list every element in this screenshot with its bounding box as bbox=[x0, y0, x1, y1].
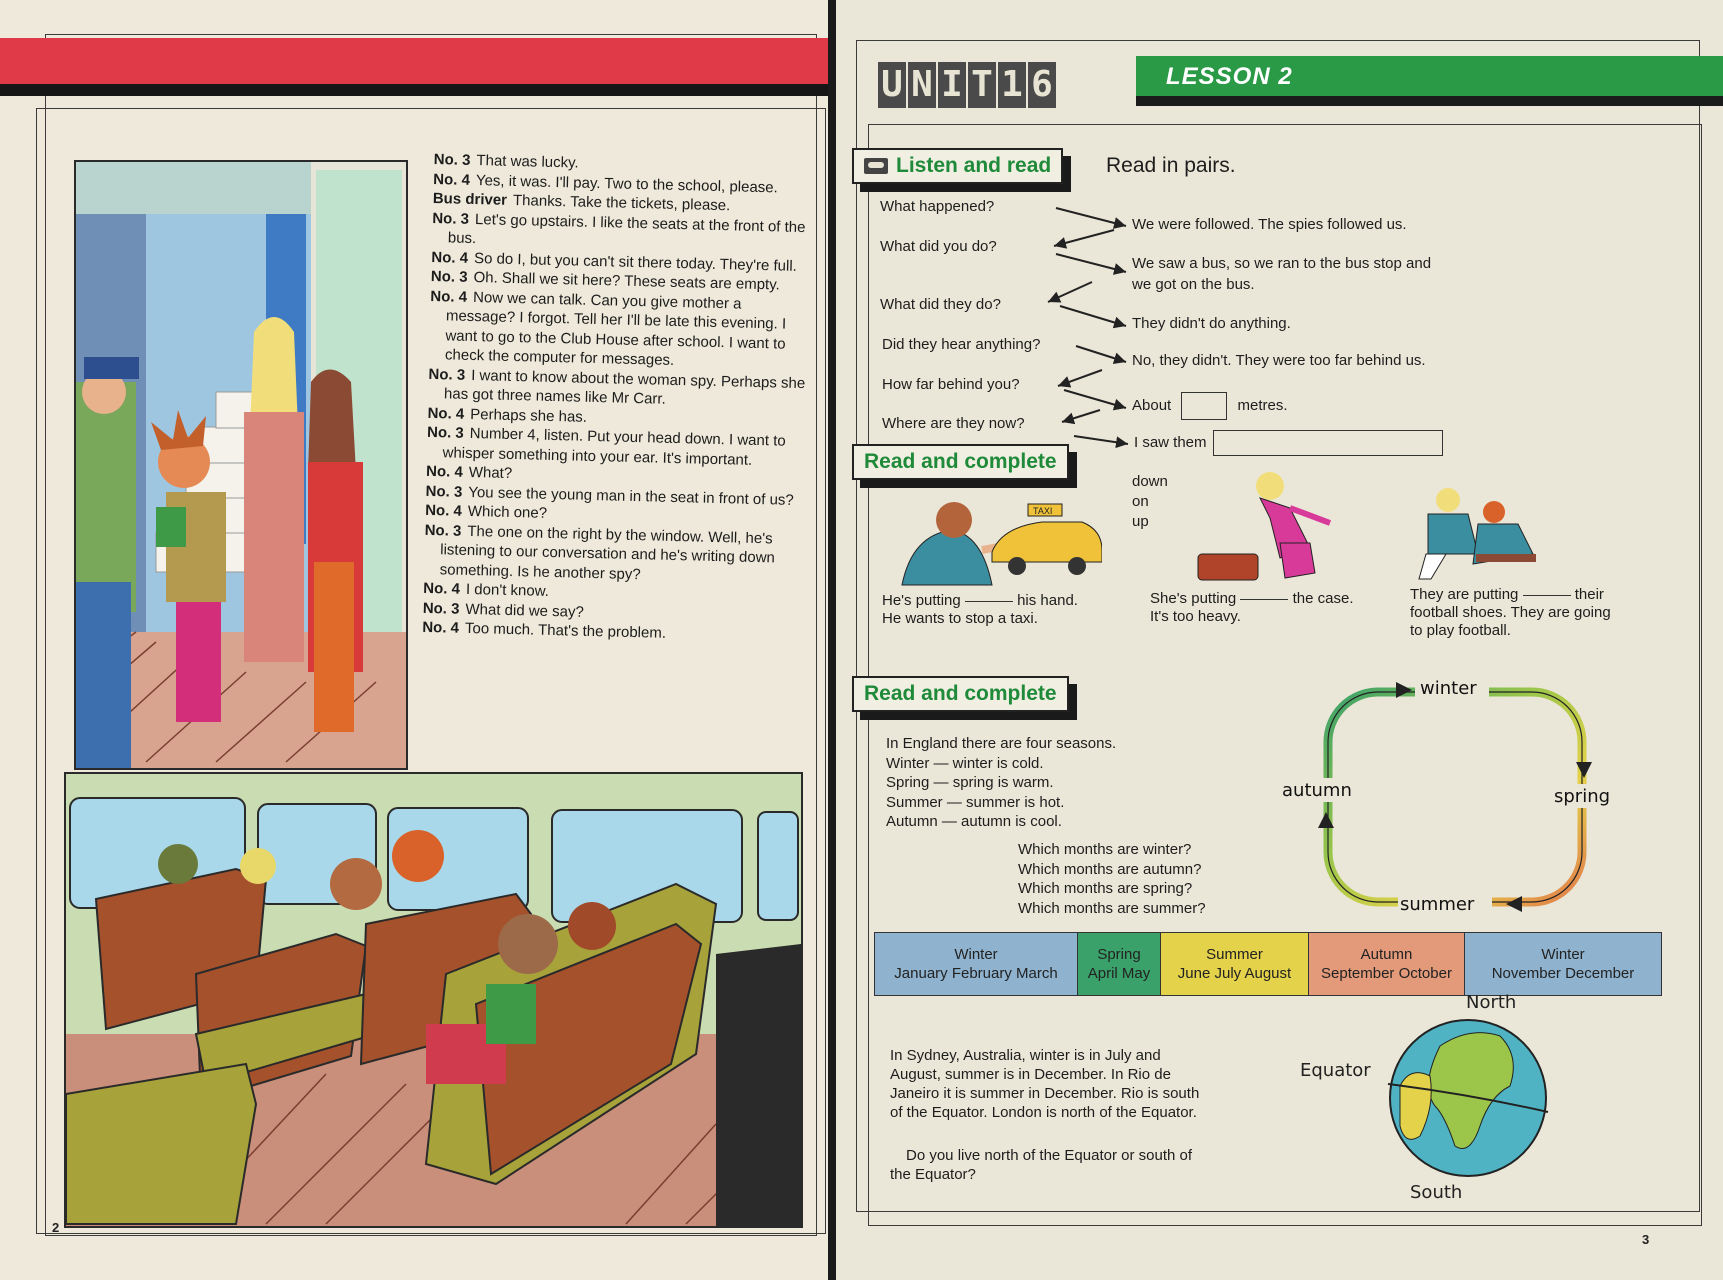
caption-part: his hand. bbox=[1017, 592, 1078, 609]
cell-months: June July August bbox=[1177, 965, 1292, 982]
unit-number: 1 bbox=[998, 62, 1026, 108]
taxi-illustration bbox=[892, 490, 1102, 590]
speaker: No. 4 bbox=[427, 404, 465, 423]
read-and-complete-heading-2: Read and complete bbox=[852, 676, 1069, 712]
line-text: I want to know about the woman spy. Perhaps she has got three names like Mr Carr. bbox=[443, 366, 806, 408]
cell-season: Summer bbox=[1206, 946, 1263, 963]
bus-dialogue bbox=[422, 150, 814, 647]
answer: They didn't do anything. bbox=[1132, 315, 1291, 332]
season-cycle-diagram bbox=[1270, 674, 1640, 924]
caption-case bbox=[1150, 590, 1353, 626]
lesson-band bbox=[1136, 56, 1723, 96]
cell-season: Spring bbox=[1097, 946, 1141, 963]
dialogue-line bbox=[424, 520, 805, 588]
speaker: No. 3 bbox=[432, 209, 470, 228]
bus-seats-illustration bbox=[64, 772, 803, 1228]
heading-text: Listen and read bbox=[896, 154, 1052, 177]
black-header-band bbox=[0, 84, 828, 96]
globe-north: North bbox=[1466, 992, 1517, 1013]
word-option: down bbox=[1132, 473, 1168, 490]
line-text: Which one? bbox=[467, 502, 548, 522]
globe-diagram bbox=[1290, 986, 1570, 1206]
question: What did you do? bbox=[880, 238, 997, 255]
question: What did they do? bbox=[880, 296, 1001, 313]
answer-prefix: About bbox=[1132, 396, 1172, 414]
months-question: Which months are winter? bbox=[1018, 841, 1192, 858]
question: Where are they now? bbox=[882, 415, 1025, 432]
cycle-autumn: autumn bbox=[1282, 780, 1352, 801]
unit-letter: T bbox=[968, 62, 996, 108]
matching-arrows bbox=[1040, 200, 1140, 450]
sydney-paragraph bbox=[890, 1046, 1199, 1122]
caption-part: He's putting bbox=[882, 592, 961, 609]
answer: we got on the bus. bbox=[1132, 276, 1255, 293]
unit-number: 6 bbox=[1028, 62, 1056, 108]
speaker: No. 4 bbox=[424, 501, 463, 520]
speaker: No. 3 bbox=[430, 267, 468, 286]
line-text: Number 4, listen. Put your head down. I want to whisper something into your ear. It's important. bbox=[442, 424, 786, 469]
red-header-band bbox=[0, 38, 828, 84]
seasons-intro bbox=[886, 734, 1116, 832]
cell-season: Winter bbox=[1541, 946, 1585, 963]
speaker: No. 3 bbox=[422, 599, 460, 618]
line-text: Let's go upstairs. I like the seats at the front of the bus. bbox=[447, 210, 806, 248]
word-choices bbox=[1132, 472, 1168, 532]
paragraph-line: August, summer is in December. In Rio de bbox=[890, 1066, 1171, 1083]
equator-question bbox=[890, 1146, 1192, 1184]
read-and-complete-heading-1: Read and complete bbox=[852, 444, 1069, 480]
table-cell-summer bbox=[1161, 933, 1309, 995]
speaker: No. 4 bbox=[433, 170, 471, 189]
cell-months: January February March bbox=[894, 965, 1058, 982]
speaker: Bus driver bbox=[432, 189, 508, 209]
distance-blank[interactable] bbox=[1181, 392, 1227, 420]
speaker: No. 4 bbox=[431, 248, 469, 267]
line-text: The one on the right by the window. Well, he's listening to our conversation and he's writing down something. Is he another spy? bbox=[439, 522, 776, 583]
paragraph-line: In Sydney, Australia, winter is in July and bbox=[890, 1047, 1161, 1064]
dialogue-line bbox=[429, 286, 811, 373]
unit-letter: I bbox=[938, 62, 966, 108]
saw-them-blank[interactable] bbox=[1213, 430, 1443, 456]
page-number-right: 3 bbox=[1642, 1232, 1650, 1247]
cell-season: Autumn bbox=[1360, 946, 1413, 963]
blank-case[interactable] bbox=[1240, 599, 1288, 600]
case-illustration bbox=[1190, 468, 1370, 584]
football-shoes-illustration bbox=[1386, 484, 1546, 584]
bus-entrance-illustration bbox=[74, 160, 408, 770]
months-question: Which months are summer? bbox=[1018, 899, 1206, 917]
caption-part: It's too heavy. bbox=[1150, 608, 1241, 625]
question: What happened? bbox=[880, 198, 995, 215]
line-text: Now we can talk. Can you give mother a message? I forgot. Tell her I'll be late this evening. I want to go to the Club House after school. I want to check the computer for messages. bbox=[444, 288, 787, 369]
read-in-pairs-instruction: Read in pairs. bbox=[1106, 154, 1236, 177]
intro-line: Autumn — autumn is cool. bbox=[886, 813, 1062, 830]
cycle-spring: spring bbox=[1554, 786, 1611, 807]
caption-part: to play football. bbox=[1410, 622, 1511, 639]
line-text: Too much. That's the problem. bbox=[464, 619, 667, 642]
listen-and-read-heading bbox=[852, 148, 1063, 184]
answer: We saw a bus, so we ran to the bus stop and bbox=[1132, 255, 1432, 272]
globe-south: South bbox=[1410, 1182, 1463, 1203]
caption-part: She's putting bbox=[1150, 590, 1237, 607]
table-cell-spring bbox=[1078, 933, 1161, 995]
question: Did they hear anything? bbox=[882, 336, 1041, 353]
line-text: So do I, but you can't sit there today. They're full. bbox=[473, 249, 798, 275]
unit-letter: N bbox=[908, 62, 936, 108]
question-line: Do you live north of the Equator or south of bbox=[906, 1147, 1193, 1164]
answer-suffix: metres. bbox=[1237, 396, 1288, 414]
unit-letter: U bbox=[878, 62, 906, 108]
blank-taxi[interactable] bbox=[965, 601, 1013, 602]
caption-part: They are putting bbox=[1410, 586, 1519, 603]
question: How far behind you? bbox=[882, 376, 1020, 393]
cell-season: Winter bbox=[954, 946, 998, 963]
intro-line: Spring — spring is warm. bbox=[886, 774, 1054, 791]
answer: No, they didn't. They were too far behind us. bbox=[1132, 352, 1426, 369]
cycle-winter: winter bbox=[1420, 678, 1477, 699]
line-text: What did we say? bbox=[465, 600, 585, 621]
caption-part: football shoes. They are going bbox=[1410, 604, 1611, 621]
line-text: What? bbox=[468, 463, 513, 483]
lesson-band-shadow bbox=[1136, 96, 1723, 106]
speaker: No. 4 bbox=[430, 287, 468, 306]
word-option: on bbox=[1132, 493, 1149, 510]
speaker: No. 3 bbox=[424, 521, 462, 540]
speaker: No. 4 bbox=[422, 618, 460, 637]
speaker: No. 3 bbox=[433, 150, 471, 169]
globe-equator: Equator bbox=[1300, 1060, 1371, 1081]
intro-line: In England there are four seasons. bbox=[886, 735, 1117, 752]
caption-part: He wants to stop a taxi. bbox=[882, 610, 1038, 627]
answer-prefix: I saw them bbox=[1134, 433, 1207, 451]
months-question: Which months are autumn? bbox=[1018, 860, 1202, 878]
intro-line: Summer — summer is hot. bbox=[886, 793, 1065, 811]
speaker: No. 3 bbox=[426, 423, 464, 442]
line-text: Perhaps she has. bbox=[470, 405, 588, 426]
intro-line: Winter — winter is cold. bbox=[886, 754, 1044, 772]
caption-part: their bbox=[1574, 586, 1604, 603]
cell-months: April May bbox=[1087, 965, 1151, 982]
blank-shoes[interactable] bbox=[1523, 595, 1571, 596]
bus-seats-drawing bbox=[66, 774, 801, 1226]
caption-part: the case. bbox=[1292, 590, 1354, 607]
months-question: Which months are spring? bbox=[1018, 880, 1193, 897]
answer-saw-them bbox=[1134, 430, 1443, 456]
speaker: No. 3 bbox=[425, 482, 463, 501]
paragraph-line: Janeiro it is summer in December. Rio is south bbox=[890, 1085, 1200, 1102]
cassette-icon bbox=[864, 158, 888, 174]
speaker: No. 4 bbox=[423, 579, 461, 598]
bus-entrance-drawing bbox=[76, 162, 406, 768]
answer: We were followed. The spies followed us. bbox=[1132, 216, 1407, 233]
months-questions bbox=[1018, 840, 1206, 918]
word-option: up bbox=[1132, 513, 1149, 530]
taxi-sign-text: TAXI bbox=[1033, 506, 1053, 516]
table-cell-winter bbox=[875, 933, 1078, 995]
unit-title bbox=[878, 62, 1056, 108]
paragraph-line: of the Equator. London is north of the Equator. bbox=[890, 1104, 1197, 1121]
caption-shoes bbox=[1410, 586, 1611, 640]
line-text: Yes, it was. I'll pay. Two to the school, please. bbox=[475, 171, 779, 196]
page-number-left: 2 bbox=[52, 1220, 60, 1235]
cycle-summer: summer bbox=[1400, 894, 1475, 915]
speaker: No. 3 bbox=[428, 365, 466, 384]
cell-months: November December bbox=[1491, 965, 1635, 982]
lesson-title: LESSON 2 bbox=[1166, 63, 1293, 90]
cell-months: September October bbox=[1321, 965, 1452, 982]
answer-distance bbox=[1132, 392, 1288, 420]
caption-taxi bbox=[882, 592, 1078, 628]
speaker: No. 4 bbox=[425, 462, 464, 481]
line-text: Thanks. Take the tickets, please. bbox=[512, 191, 731, 215]
left-page bbox=[0, 0, 828, 1280]
line-text: Oh. Shall we sit here? These seats are empty. bbox=[473, 269, 780, 294]
line-text: That was lucky. bbox=[476, 152, 579, 172]
line-text: I don't know. bbox=[465, 580, 550, 600]
question-line: the Equator? bbox=[890, 1166, 976, 1183]
line-text: You see the young man in the seat in front of us? bbox=[468, 483, 794, 509]
